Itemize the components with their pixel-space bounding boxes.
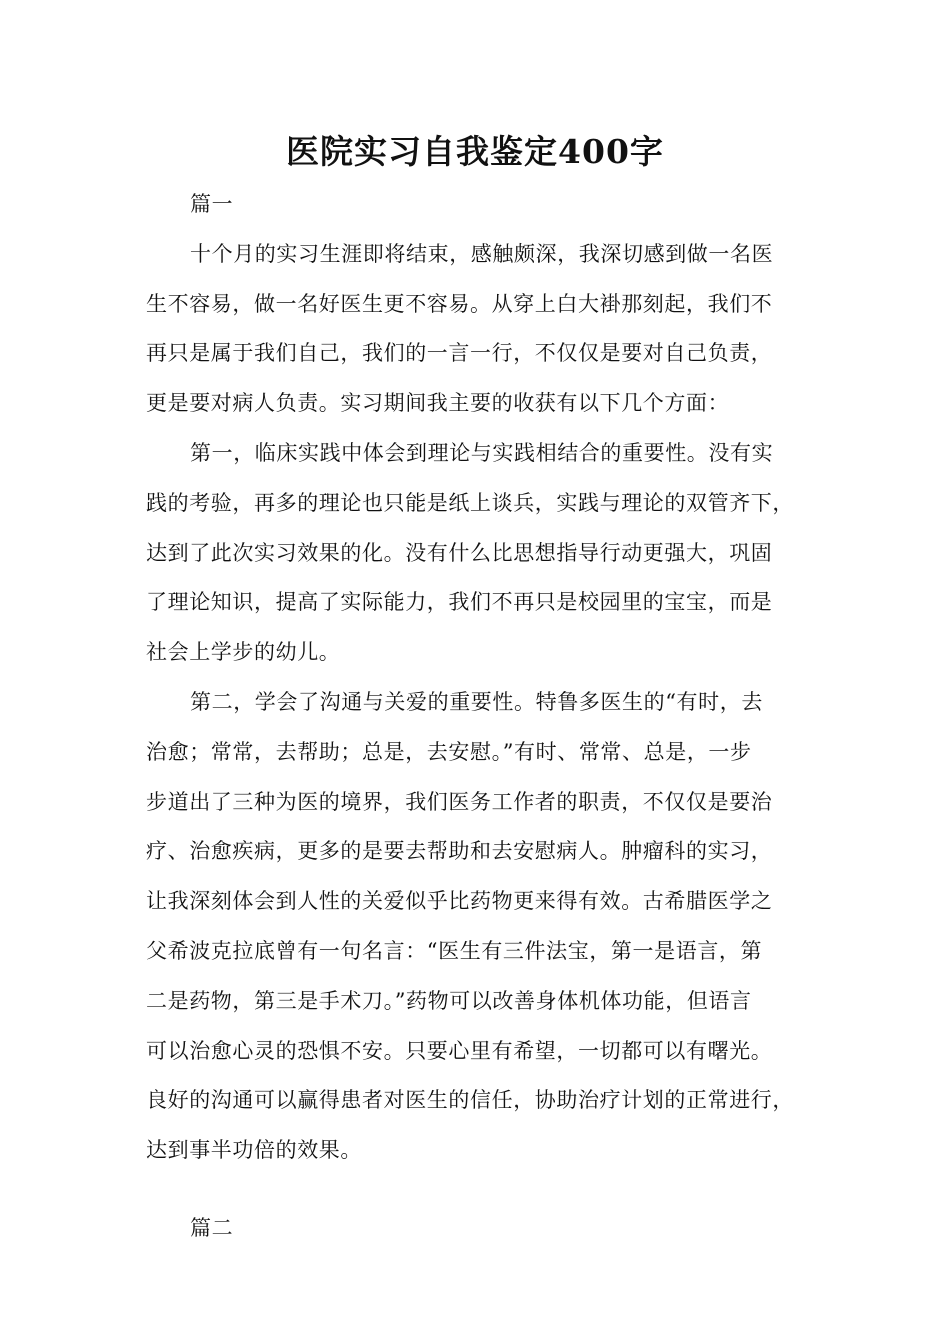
- text-line: 步道出了三种为医的境界，我们医务工作者的职责，不仅仅是要治: [146, 789, 773, 814]
- text-line: 良好的沟通可以赢得患者对医生的信任，协助治疗计划的正常进行，: [146, 1088, 794, 1113]
- text-line: 十个月的实习生涯即将结束，感触颇深，我深切感到做一名医: [190, 241, 774, 266]
- text-line: 践的考验，再多的理论也只能是纸上谈兵，实践与理论的双管齐下，: [146, 490, 794, 515]
- text-line: 让我深刻体会到人性的关爱似乎比药物更来得有效。古希腊医学之: [146, 889, 773, 914]
- document-title: 医院实习自我鉴定400字: [286, 132, 664, 171]
- text-line: 生不容易，做一名好医生更不容易。从穿上白大褂那刻起，我们不: [146, 291, 773, 316]
- text-line: 达到了此次实习效果的化。没有什么比思想指导行动更强大，巩固: [146, 540, 773, 565]
- paragraph-gap: [146, 1176, 826, 1204]
- section-heading-1: 篇一: [190, 192, 234, 216]
- document-body: [146, 180, 826, 1254]
- text-line: 再只是属于我们自己，我们的一言一行，不仅仅是要对自己负责，: [146, 341, 773, 366]
- text-line: 第一，临床实践中体会到理论与实践相结合的重要性。没有实: [190, 440, 774, 465]
- text-line: 治愈；常常，去帮助；总是，去安慰。”有时、常常、总是，一步: [146, 739, 752, 764]
- section-heading-2: 篇二: [190, 1215, 234, 1240]
- text-line: 可以治愈心灵的恐惧不安。只要心里有希望，一切都可以有曙光。: [146, 1038, 773, 1063]
- text-line: 父希波克拉底曾有一句名言：“医生有三件法宝，第一是语言，第: [146, 938, 763, 963]
- text-line: 第二，学会了沟通与关爱的重要性。特鲁多医生的“有时，去: [190, 689, 763, 714]
- text-line: 疗、治愈疾病，更多的是要去帮助和去安慰病人。肿瘤科的实习，: [146, 839, 773, 864]
- text-line: 了理论知识，提高了实际能力，我们不再只是校园里的宝宝，而是: [146, 590, 773, 615]
- text-line: 更是要对病人负责。实习期间我主要的收获有以下几个方面：: [146, 391, 730, 416]
- text-line: 社会上学步的幼儿。: [146, 640, 341, 665]
- text-line: 达到事半功倍的效果。: [146, 1138, 362, 1163]
- text-line: 二是药物，第三是手术刀。”药物可以改善身体机体功能，但语言: [146, 988, 752, 1013]
